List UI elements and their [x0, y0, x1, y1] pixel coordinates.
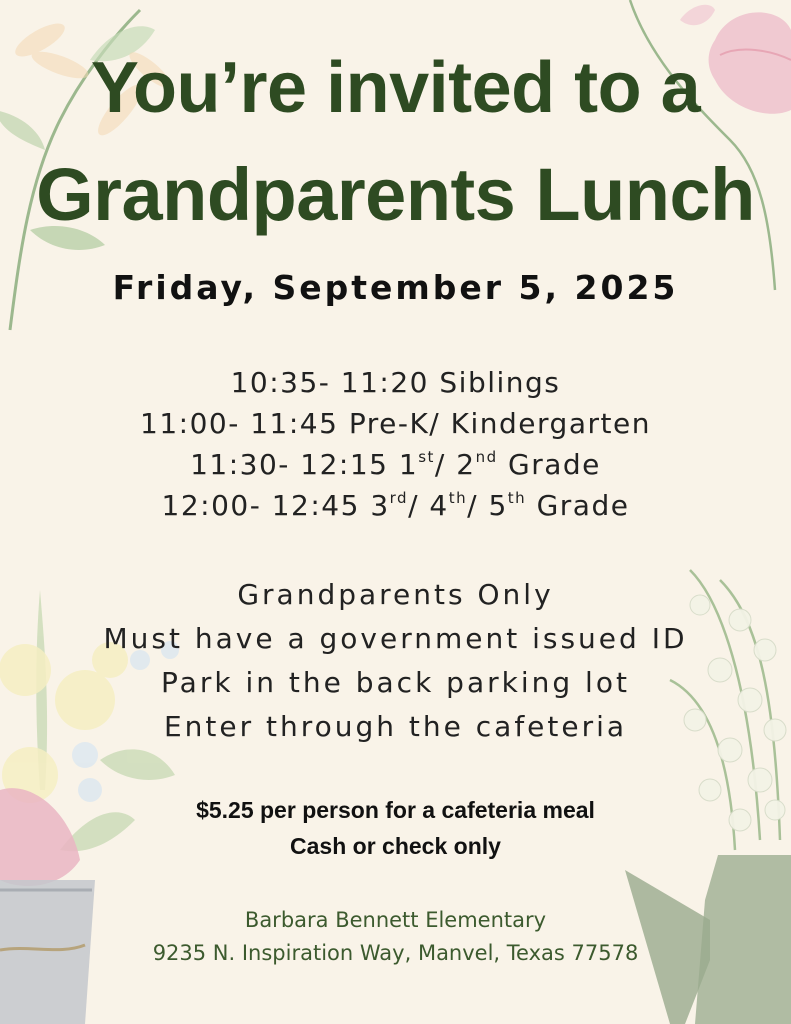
event-date: Friday, September 5, 2025 [112, 268, 679, 307]
invitation-title-line-1: You’re invited to a [90, 48, 701, 128]
schedule-row-third-fifth [0, 485, 791, 526]
school-name: Barbara Bennett Elementary [244, 908, 547, 932]
school-info [0, 904, 791, 970]
schedule-list [0, 362, 791, 526]
meal-price: $5.25 per person for a cafeteria meal [196, 797, 595, 823]
schedule-group: Pre-K/ Kindergarten [348, 407, 651, 440]
rule-grandparents-only: Grandparents Only [237, 578, 554, 611]
school-address: 9235 N. Inspiration Way, Manvel, Texas 77578 [152, 941, 639, 965]
schedule-group: Siblings [439, 366, 561, 399]
invitation-title-line-2: Grandparents Lunch [36, 153, 755, 236]
schedule-row-siblings [0, 362, 791, 403]
rule-government-id: Must have a government issued ID [103, 622, 688, 655]
schedule-group: 1st/ 2nd Grade [398, 448, 601, 481]
attendance-rules [0, 573, 791, 749]
schedule-time: 11:30- 12:15 [190, 448, 389, 481]
schedule-time: 11:00- 11:45 [140, 407, 339, 440]
schedule-row-prek-kinder [0, 403, 791, 444]
rule-parking: Park in the back parking lot [161, 666, 630, 699]
rule-entrance: Enter through the cafeteria [163, 710, 628, 743]
schedule-time: 10:35- 11:20 [230, 366, 429, 399]
schedule-group: 3rd/ 4th/ 5th Grade [370, 489, 630, 522]
schedule-row-first-second [0, 444, 791, 485]
schedule-time: 12:00- 12:45 [161, 489, 360, 522]
meal-payment: Cash or check only [290, 833, 501, 859]
pink-flower-top-right-icon [620, 0, 791, 300]
meal-info [0, 792, 791, 864]
